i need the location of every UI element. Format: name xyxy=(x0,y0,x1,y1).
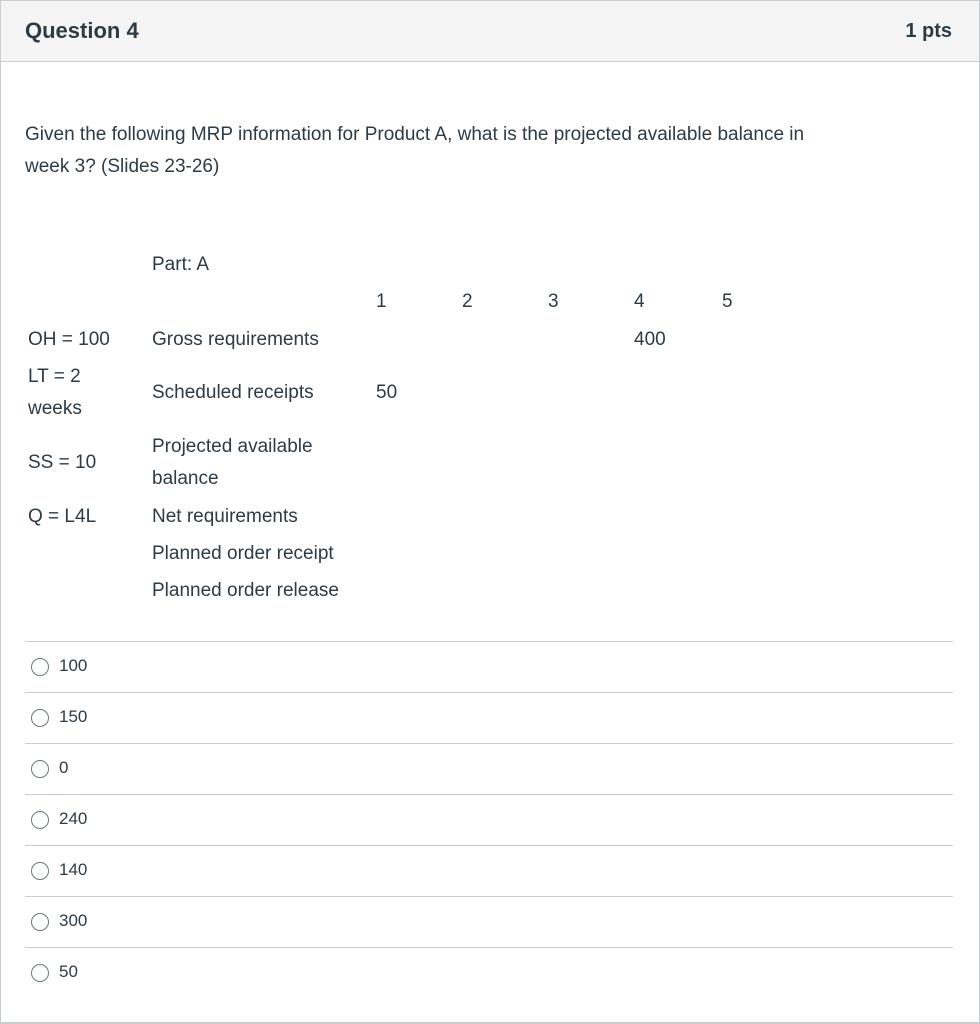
param-safety-stock: SS = 10 xyxy=(28,452,97,473)
row-planned-order-receipt: Planned order receipt xyxy=(152,543,334,564)
week-header-2: 2 xyxy=(462,291,473,312)
radio-button[interactable] xyxy=(31,862,49,880)
row-net-requirements: Net requirements xyxy=(152,506,298,527)
answer-option[interactable] xyxy=(25,896,953,947)
radio-button[interactable] xyxy=(31,760,49,778)
row-planned-order-release: Planned order release xyxy=(152,580,339,601)
radio-button[interactable] xyxy=(31,658,49,676)
answer-label[interactable]: 300 xyxy=(59,911,88,930)
answer-option[interactable] xyxy=(25,845,953,896)
answer-option[interactable] xyxy=(25,947,953,998)
week-header-4: 4 xyxy=(634,291,645,312)
param-on-hand: OH = 100 xyxy=(28,329,110,350)
scheduled-receipts-week-1: 50 xyxy=(376,382,398,403)
param-lead-time: LT = 2 xyxy=(28,366,81,387)
answer-option[interactable] xyxy=(25,743,953,794)
radio-button[interactable] xyxy=(31,709,49,727)
row-gross-requirements: Gross requirements xyxy=(152,329,319,350)
row-scheduled-receipts: Scheduled receipts xyxy=(152,382,314,403)
param-lot-size: Q = L4L xyxy=(28,506,97,527)
radio-button[interactable] xyxy=(31,913,49,931)
question-text-line-1: Given the following MRP information for Product A, what is the projected available balance in xyxy=(25,124,805,145)
radio-button[interactable] xyxy=(31,964,49,982)
row-projected-available-balance: Projected available xyxy=(152,436,313,457)
row-projected-available-balance-2: balance xyxy=(152,468,219,489)
answer-option[interactable] xyxy=(25,692,953,743)
answer-label[interactable]: 140 xyxy=(59,860,88,879)
question-text xyxy=(25,119,925,183)
answer-label[interactable]: 0 xyxy=(59,758,69,777)
week-header-3: 3 xyxy=(548,291,559,312)
answer-option[interactable] xyxy=(25,641,953,692)
part-label: Part: A xyxy=(152,254,210,275)
answer-label[interactable]: 50 xyxy=(59,962,78,981)
answer-label[interactable]: 240 xyxy=(59,809,88,828)
answer-label[interactable]: 100 xyxy=(59,656,88,675)
question-points: 1 pts xyxy=(905,20,952,42)
answer-list xyxy=(25,641,953,998)
gross-requirements-week-4: 400 xyxy=(634,329,666,350)
answer-option[interactable] xyxy=(25,794,953,845)
question-title: Question 4 xyxy=(25,18,139,43)
param-lead-time-unit: weeks xyxy=(28,398,82,419)
week-header-1: 1 xyxy=(376,291,387,312)
question-header xyxy=(1,1,979,62)
week-header-5: 5 xyxy=(722,291,733,312)
radio-button[interactable] xyxy=(31,811,49,829)
question-text-line-2: week 3? (Slides 23-26) xyxy=(25,156,220,177)
answer-label[interactable]: 150 xyxy=(59,707,88,726)
